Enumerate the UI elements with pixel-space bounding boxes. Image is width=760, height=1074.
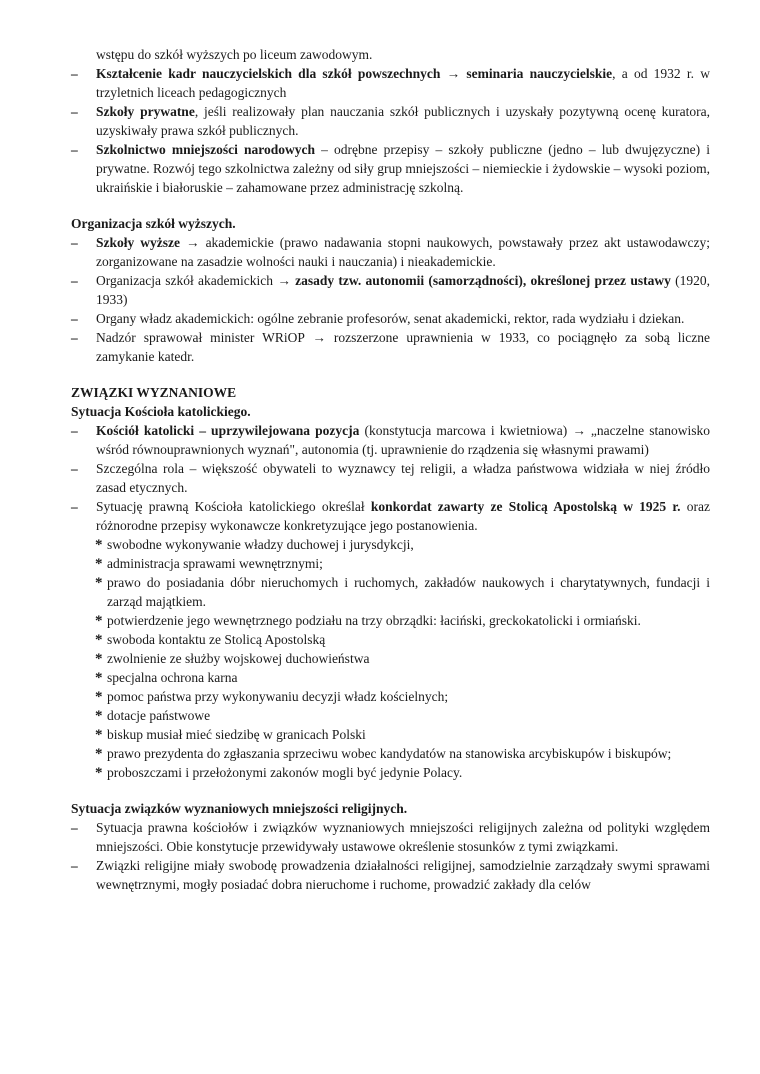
block-minority-religions xyxy=(71,818,710,894)
block-higher-education xyxy=(71,233,710,366)
list-item: * specjalna ochrona karna xyxy=(71,668,710,687)
bullet-minister-supervision: – Nadzór sprawował minister WRiOP → rozszerzone uprawnienia w 1933, co pociągnęło za sobą liczne zamykanie katedr. xyxy=(71,328,710,366)
block-teacher-private-minority xyxy=(71,64,710,197)
list-item: * administracja sprawami wewnętrznymi; xyxy=(71,554,710,573)
bullet-academic-organs: – Organy władz akademickich: ogólne zebranie profesorów, senat akademicki, rektor, rada wydziału i dziekan. xyxy=(71,309,710,328)
heading-catholic-church: Sytuacja Kościoła katolickiego. xyxy=(71,404,251,419)
intro-continuation: wstępu do szkół wyższych po liceum zawodowym. xyxy=(96,47,373,62)
list-item: * prawo prezydenta do zgłaszania sprzeciwu wobec kandydatów na stanowiska arcybiskupów i biskupów; xyxy=(71,744,710,763)
bullet-concordat: – Sytuację prawną Kościoła katolickiego określał konkordat zawarty ze Stolicą Apostolską w 1925 r. oraz różnorodne przepisy wykonawcze konkretyzujące jego postanowienia. xyxy=(71,497,710,535)
heading-minority-religions: Sytuacja związków wyznaniowych mniejszości religijnych. xyxy=(71,801,408,816)
list-item: * dotacje państwowe xyxy=(71,706,710,725)
list-item: * potwierdzenie jego wewnętrznego podziału na trzy obrządki: łaciński, greckokatolicki i ormiański. xyxy=(71,611,710,630)
bullet-religious-freedom: – Związki religijne miały swobodę prowadzenia działalności religijnej, samodzielnie zarządzały swymi sprawami wewnętrznymi, mogły posiadać dobra nieruchome i ruchome, prowadzić zakłady dla celów xyxy=(71,856,710,894)
bullet-teacher-training: – Kształcenie kadr nauczycielskich dla szkół powszechnych → seminaria nauczycielskie, a od 1932 r. w trzyletnich liceach pedagogicznych xyxy=(71,64,710,102)
concordat-provisions-list xyxy=(71,535,710,782)
list-item: * pomoc państwa przy wykonywaniu decyzji władz kościelnych; xyxy=(71,687,710,706)
list-item: * biskup musiał mieć siedzibę w granicach Polski xyxy=(71,725,710,744)
list-item: * proboszczami i przełożonymi zakonów mogli być jedynie Polacy. xyxy=(71,763,710,782)
list-item: * swobodne wykonywanie władzy duchowej i jurysdykcji, xyxy=(71,535,710,554)
bullet-special-role: – Szczególna rola – większość obywateli to wyznawcy tej religii, a władza państwowa widziała w niej źródło zasad etycznych. xyxy=(71,459,710,497)
bullet-academic-organization: – Organizacja szkół akademickich → zasady tzw. autonomii (samorządności), określonej przez ustawy (1920, 1933) xyxy=(71,271,710,309)
block-catholic-church xyxy=(71,421,710,535)
bullet-private-schools: – Szkoły prywatne, jeśli realizowały plan nauczania szkół publicznych i uzyskały pozytywną ocenę kuratora, uzyskiwały prawa szkół publicznych. xyxy=(71,102,710,140)
bullet-minority-legal-status: – Sytuacja prawna kościołów i związków wyznaniowych mniejszości religijnych zależna od polityki względem mniejszości. Obie konstytucje przewidywały ustawowe określenie stosunków z tymi związkami. xyxy=(71,818,710,856)
list-item: * zwolnienie ze służby wojskowej duchowieństwa xyxy=(71,649,710,668)
list-item: * prawo do posiadania dóbr nieruchomych i ruchomych, zakładów naukowych i charytatywnych, fundacji i zarząd majątkiem. xyxy=(71,573,710,611)
heading-religious-unions: ZWIĄZKI WYZNANIOWE xyxy=(71,385,237,400)
bullet-higher-schools: – Szkoły wyższe → akademickie (prawo nadawania stopni naukowych, powstawały przez akt ustawodawczy; zorganizowane na zasadzie wolności nauki i nauczania) i nieakademickie. xyxy=(71,233,710,271)
list-item: * swoboda kontaktu ze Stolicą Apostolską xyxy=(71,630,710,649)
bullet-catholic-privileged: – Kościół katolicki – uprzywilejowana pozycja (konstytucja marcowa i kwietniowa) → „naczelne stanowisko wśród równouprawnionych wyznań", autonomia (tj. uprawnienie do rządzenia się własnymi prawami) xyxy=(71,421,710,459)
bullet-minority-schools: – Szkolnictwo mniejszości narodowych – odrębne przepisy – szkoły publiczne (jedno – lub dwujęzyczne) i prywatne. Rozwój tego szkolnictwa zależny od siły grup mniejszości – niemieckie i żydowskie – wysoki poziom, ukraińskie i białoruskie – zahamowane przez administrację szkolną. xyxy=(71,140,710,197)
heading-higher-education: Organizacja szkół wyższych. xyxy=(71,216,236,231)
